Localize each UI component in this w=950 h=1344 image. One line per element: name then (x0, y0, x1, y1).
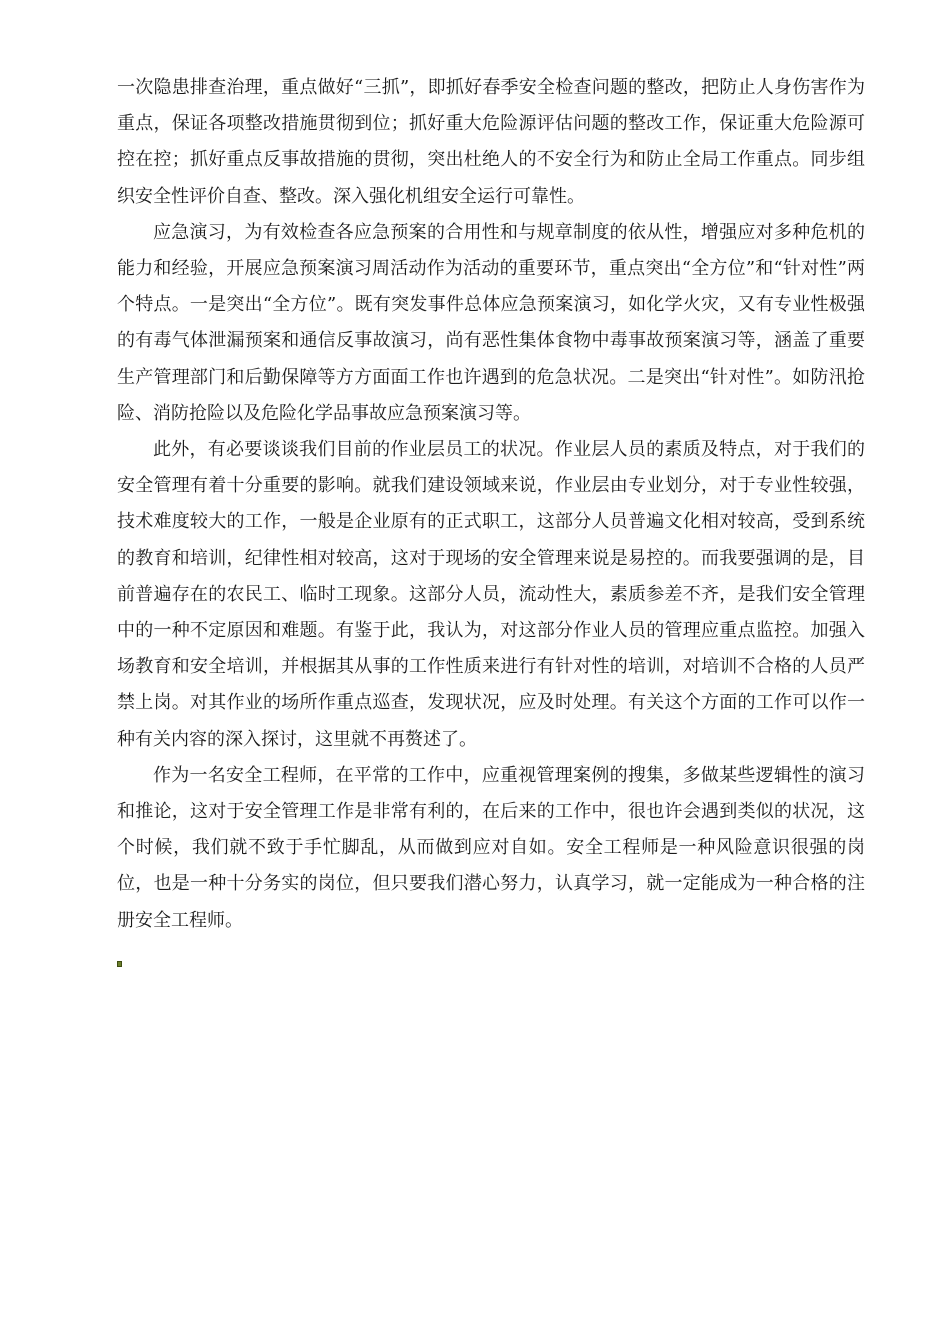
end-of-text-marker-icon (117, 961, 122, 967)
document-body (117, 70, 865, 939)
paragraph-workforce-status: 此外，有必要谈谈我们目前的作业层员工的状况。作业层人员的素质及特点，对于我们的安全管理有着十分重要的影响。就我们建设领域来说，作业层由专业划分，对于专业性较强，技术难度较大的工作，一般是企业原有的正式职工，这部分人员普遍文化相对较高，受到系统的教育和培训，纪律性相对较高，这对于现场的安全管理来说是易控的。而我要强调的是，目前普遍存在的农民工、临时工现象。这部分人员，流动性大，素质参差不齐，是我们安全管理中的一种不定原因和难题。有鉴于此，我认为，对这部分作业人员的管理应重点监控。加强入场教育和安全培训，并根据其从事的工作性质来进行有针对性的培训，对培训不合格的人员严禁上岗。对其作业的场所作重点巡查，发现状况，应及时处理。有关这个方面的工作可以作一种有关内容的深入探讨，这里就不再赘述了。 (117, 439, 865, 750)
paragraph-hazard-inspection: 一次隐患排查治理，重点做好“三抓”，即抓好春季安全检查问题的整改，把防止人身伤害作为重点，保证各项整改措施贯彻到位；抓好重大危险源评估问题的整改工作，保证重大危险源可控在控；抓好重点反事故措施的贯彻，突出杜绝人的不安全行为和防止全局工作重点。同步组织安全性评价自查、整改。深入强化机组安全运行可靠性。 (117, 77, 865, 207)
paragraph-emergency-drill: 应急演习，为有效检查各应急预案的合用性和与规章制度的依从性，增强应对多种危机的能力和经验，开展应急预案演习周活动作为活动的重要环节，重点突出“全方位”和“针对性”两个特点。一是突出“全方位”。既有突发事件总体应急预案演习，如化学火灾，又有专业性极强的有毒气体泄漏预案和通信反事故演习，尚有恶性集体食物中毒事故预案演习等，涵盖了重要生产管理部门和后勤保障等方方面面工作也许遇到的危急状况。二是突出“针对性”。如防汛抢险、消防抢险以及危险化学品事故应急预案演习等。 (117, 221, 865, 424)
paragraph-safety-engineer: 作为一名安全工程师，在平常的工作中，应重视管理案例的搜集，多做某些逻辑性的演习和推论，这对于安全管理工作是非常有利的，在后来的工作中，很也许会遇到类似的状况，这个时候，我们就不致于手忙脚乱，从而做到应对自如。安全工程师是一种风险意识很强的岗位，也是一种十分务实的岗位，但只要我们潜心努力，认真学习，就一定能成为一种合格的注册安全工程师。 (117, 764, 865, 931)
